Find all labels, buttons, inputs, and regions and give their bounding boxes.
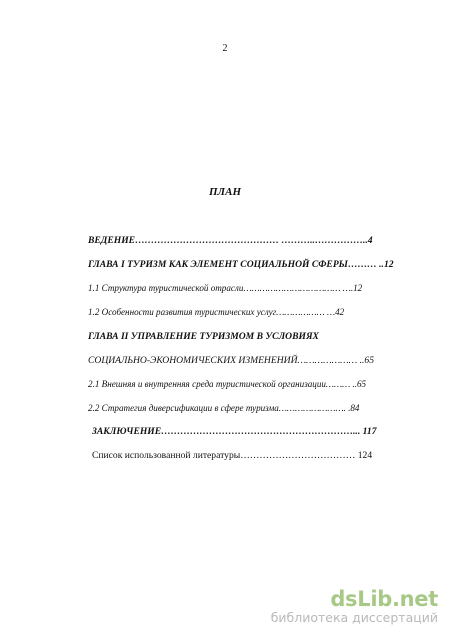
toc-section-1-1: 1.1 Структура туристической отрасли……………………………… ….12 — [88, 283, 363, 293]
toc-section-1-2: 1.2 Особенности развития туристических услуг……………… …42 — [88, 307, 345, 317]
watermark — [248, 588, 438, 628]
toc-chapter-1: ГЛАВА I ТУРИЗМ КАК ЭЛЕМЕНТ СОЦИАЛЬНОЙ СФЕРЫ……… ..12 — [88, 259, 394, 270]
toc-section-2-2: 2.2 Стратегия диверсификации в сфере туризма……………………. .84 — [88, 403, 360, 413]
toc-references: Список использованной литературы……………………………… 124 — [92, 450, 373, 461]
watermark-logo-main: dsLib — [330, 587, 392, 611]
toc-chapter-2-line-2: СОЦИАЛЬНО-ЭКОНОМИЧЕСКИХ ИЗМЕНЕНИЙ………………… ..65 — [88, 355, 374, 366]
toc-introduction: ВЕДЕНИЕ……………………………………… ………..……………..4 — [88, 235, 373, 246]
page-title: ПЛАН — [209, 186, 241, 198]
watermark-subtitle: библиотека диссертаций — [270, 610, 438, 625]
toc-conclusion: ЗАКЛЮЧЕНИЕ……………………………………………………... 117 — [92, 426, 377, 437]
toc-section-2-1: 2.1 Внешняя и внутренняя среда туристической организации……… ..65 — [88, 379, 367, 389]
watermark-logo — [248, 588, 438, 610]
watermark-logo-tld: .net — [391, 587, 438, 611]
page-number: 2 — [222, 43, 228, 54]
toc-chapter-2-line-1: ГЛАВА II УПРАВЛЕНИЕ ТУРИЗМОМ В УСЛОВИЯХ — [88, 331, 319, 342]
